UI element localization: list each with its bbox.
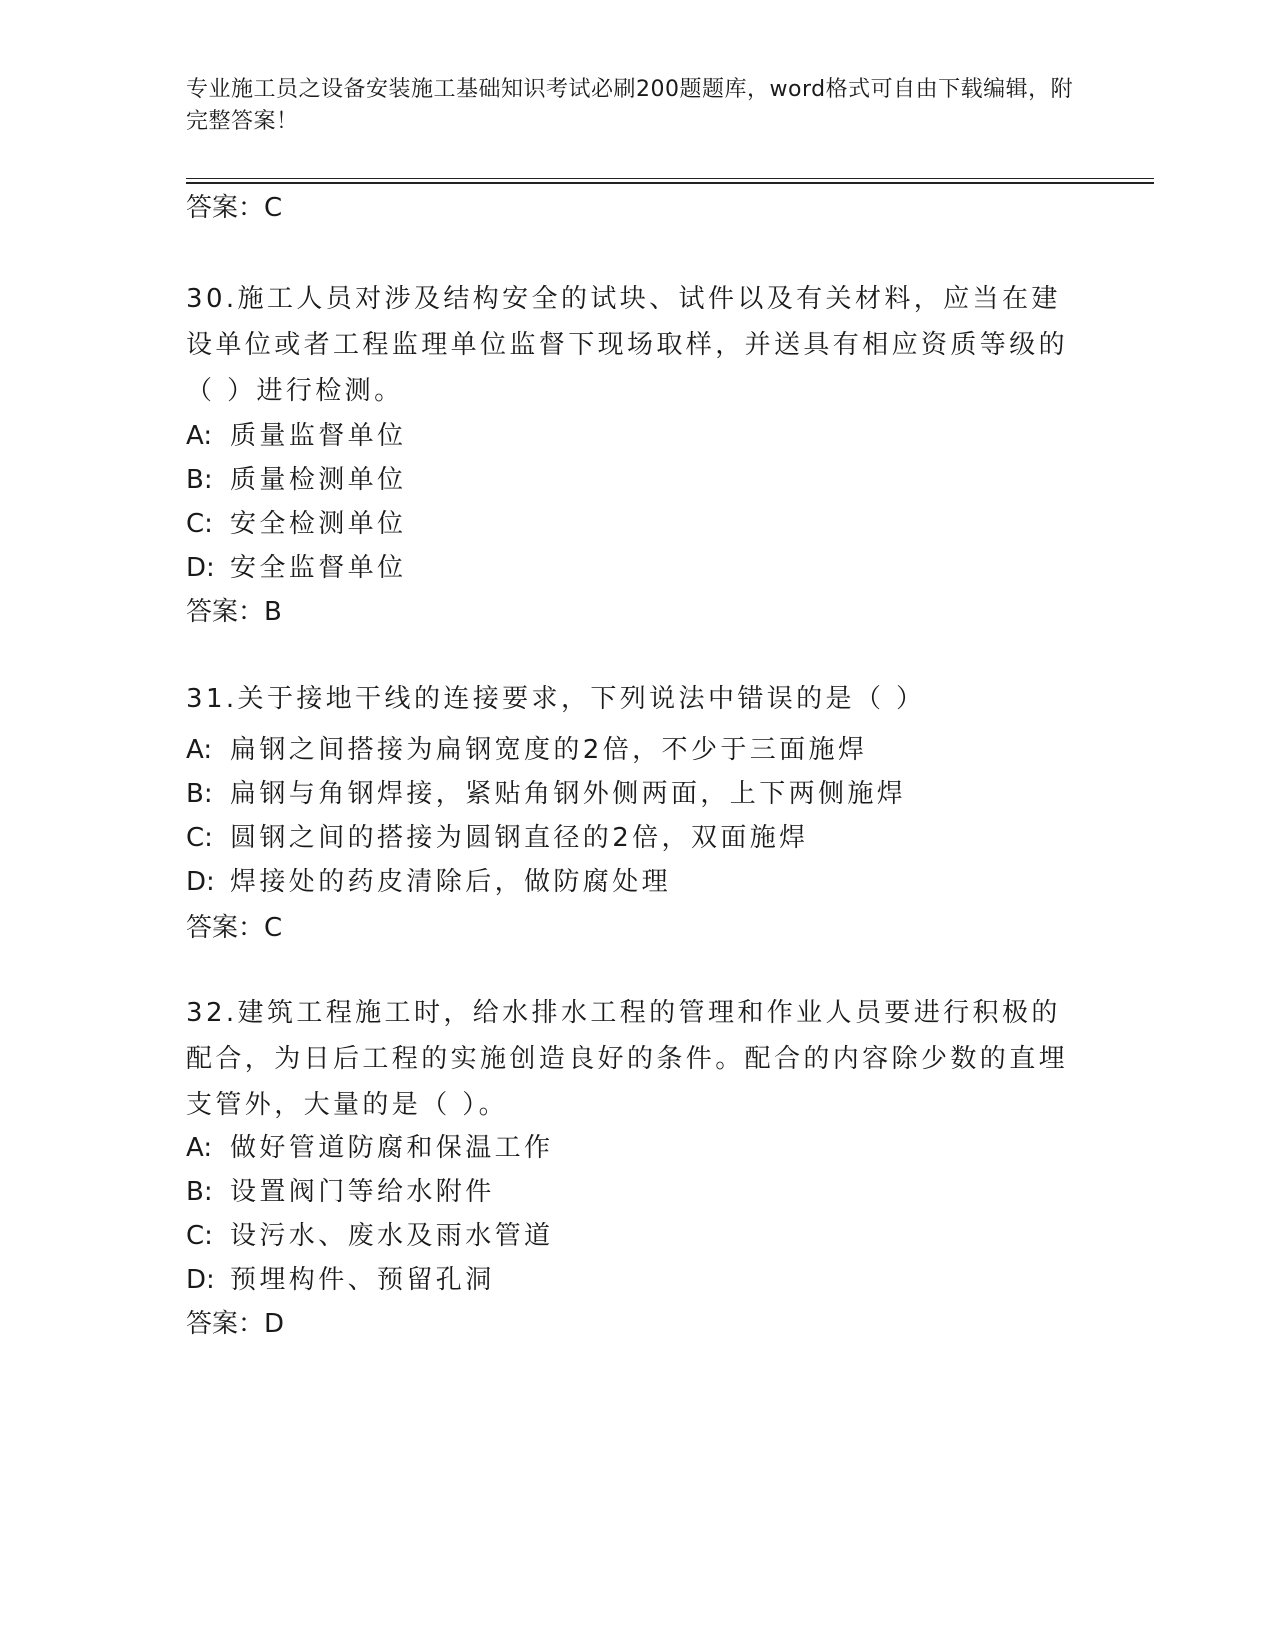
option-text: 安全检测单位 [230,509,407,539]
option-text: 预埋构件、预留孔洞 [230,1265,495,1295]
option-key: C: [186,509,213,539]
option-text: 扁钢与角钢焊接，紧贴角钢外侧两面，上下两侧施焊 [230,779,907,809]
answer-line: 答案：B [186,597,282,627]
option-text: 设污水、废水及雨水管道 [230,1221,554,1251]
option-text: 质量检测单位 [230,465,407,495]
option-key: A: [186,1133,213,1163]
option-key: D: [186,867,215,897]
option-text: 扁钢之间搭接为扁钢宽度的2倍，不少于三面施焊 [230,735,868,765]
answer-line: 答案：D [186,1309,285,1339]
option-d [186,552,406,584]
option-b [186,1176,495,1208]
option-key: A: [186,421,213,451]
option-text: 质量监督单位 [230,421,407,451]
option-text: 焊接处的药皮清除后，做防腐处理 [230,867,672,897]
option-c [186,1220,553,1252]
header-rule-thin [186,178,1154,179]
answer-line: 答案：C [186,193,283,223]
question-text: 31.关于接地干线的连接要求，下列说法中错误的是（ ） [186,684,926,714]
option-key: D: [186,553,215,583]
option-text: 设置阀门等给水附件 [230,1177,495,1207]
option-a [186,420,406,452]
document-header: 专业施工员之设备安装施工基础知识考试必刷200题题库，word格式可自由下载编辑，附完整答案！ [186,77,1074,134]
option-text: 做好管道防腐和保温工作 [230,1133,554,1163]
header-rule-thick [186,182,1154,184]
option-text: 圆钢之间的搭接为圆钢直径的2倍，双面施焊 [230,823,809,853]
option-c [186,508,406,540]
option-a [186,734,867,766]
option-key: B: [186,465,213,495]
option-a [186,1132,553,1164]
option-b [186,778,906,810]
option-key: C: [186,1221,213,1251]
option-c [186,822,809,854]
question-text: 32.建筑工程施工时，给水排水工程的管理和作业人员要进行积极的配合，为日后工程的实施创造良好的条件。配合的内容除少数的直埋支管外，大量的是（ ）。 [186,998,1069,1120]
question-text: 30.施工人员对涉及结构安全的试块、试件以及有关材料，应当在建设单位或者工程监理单位监督下现场取样，并送具有相应资质等级的（ ）进行检测。 [186,284,1069,406]
option-b [186,464,406,496]
answer-line: 答案：C [186,913,283,943]
option-key: D: [186,1265,215,1295]
option-d [186,866,671,898]
option-key: C: [186,823,213,853]
option-key: A: [186,735,213,765]
option-text: 安全监督单位 [230,553,407,583]
option-key: B: [186,1177,213,1207]
option-d [186,1264,495,1296]
option-key: B: [186,779,213,809]
